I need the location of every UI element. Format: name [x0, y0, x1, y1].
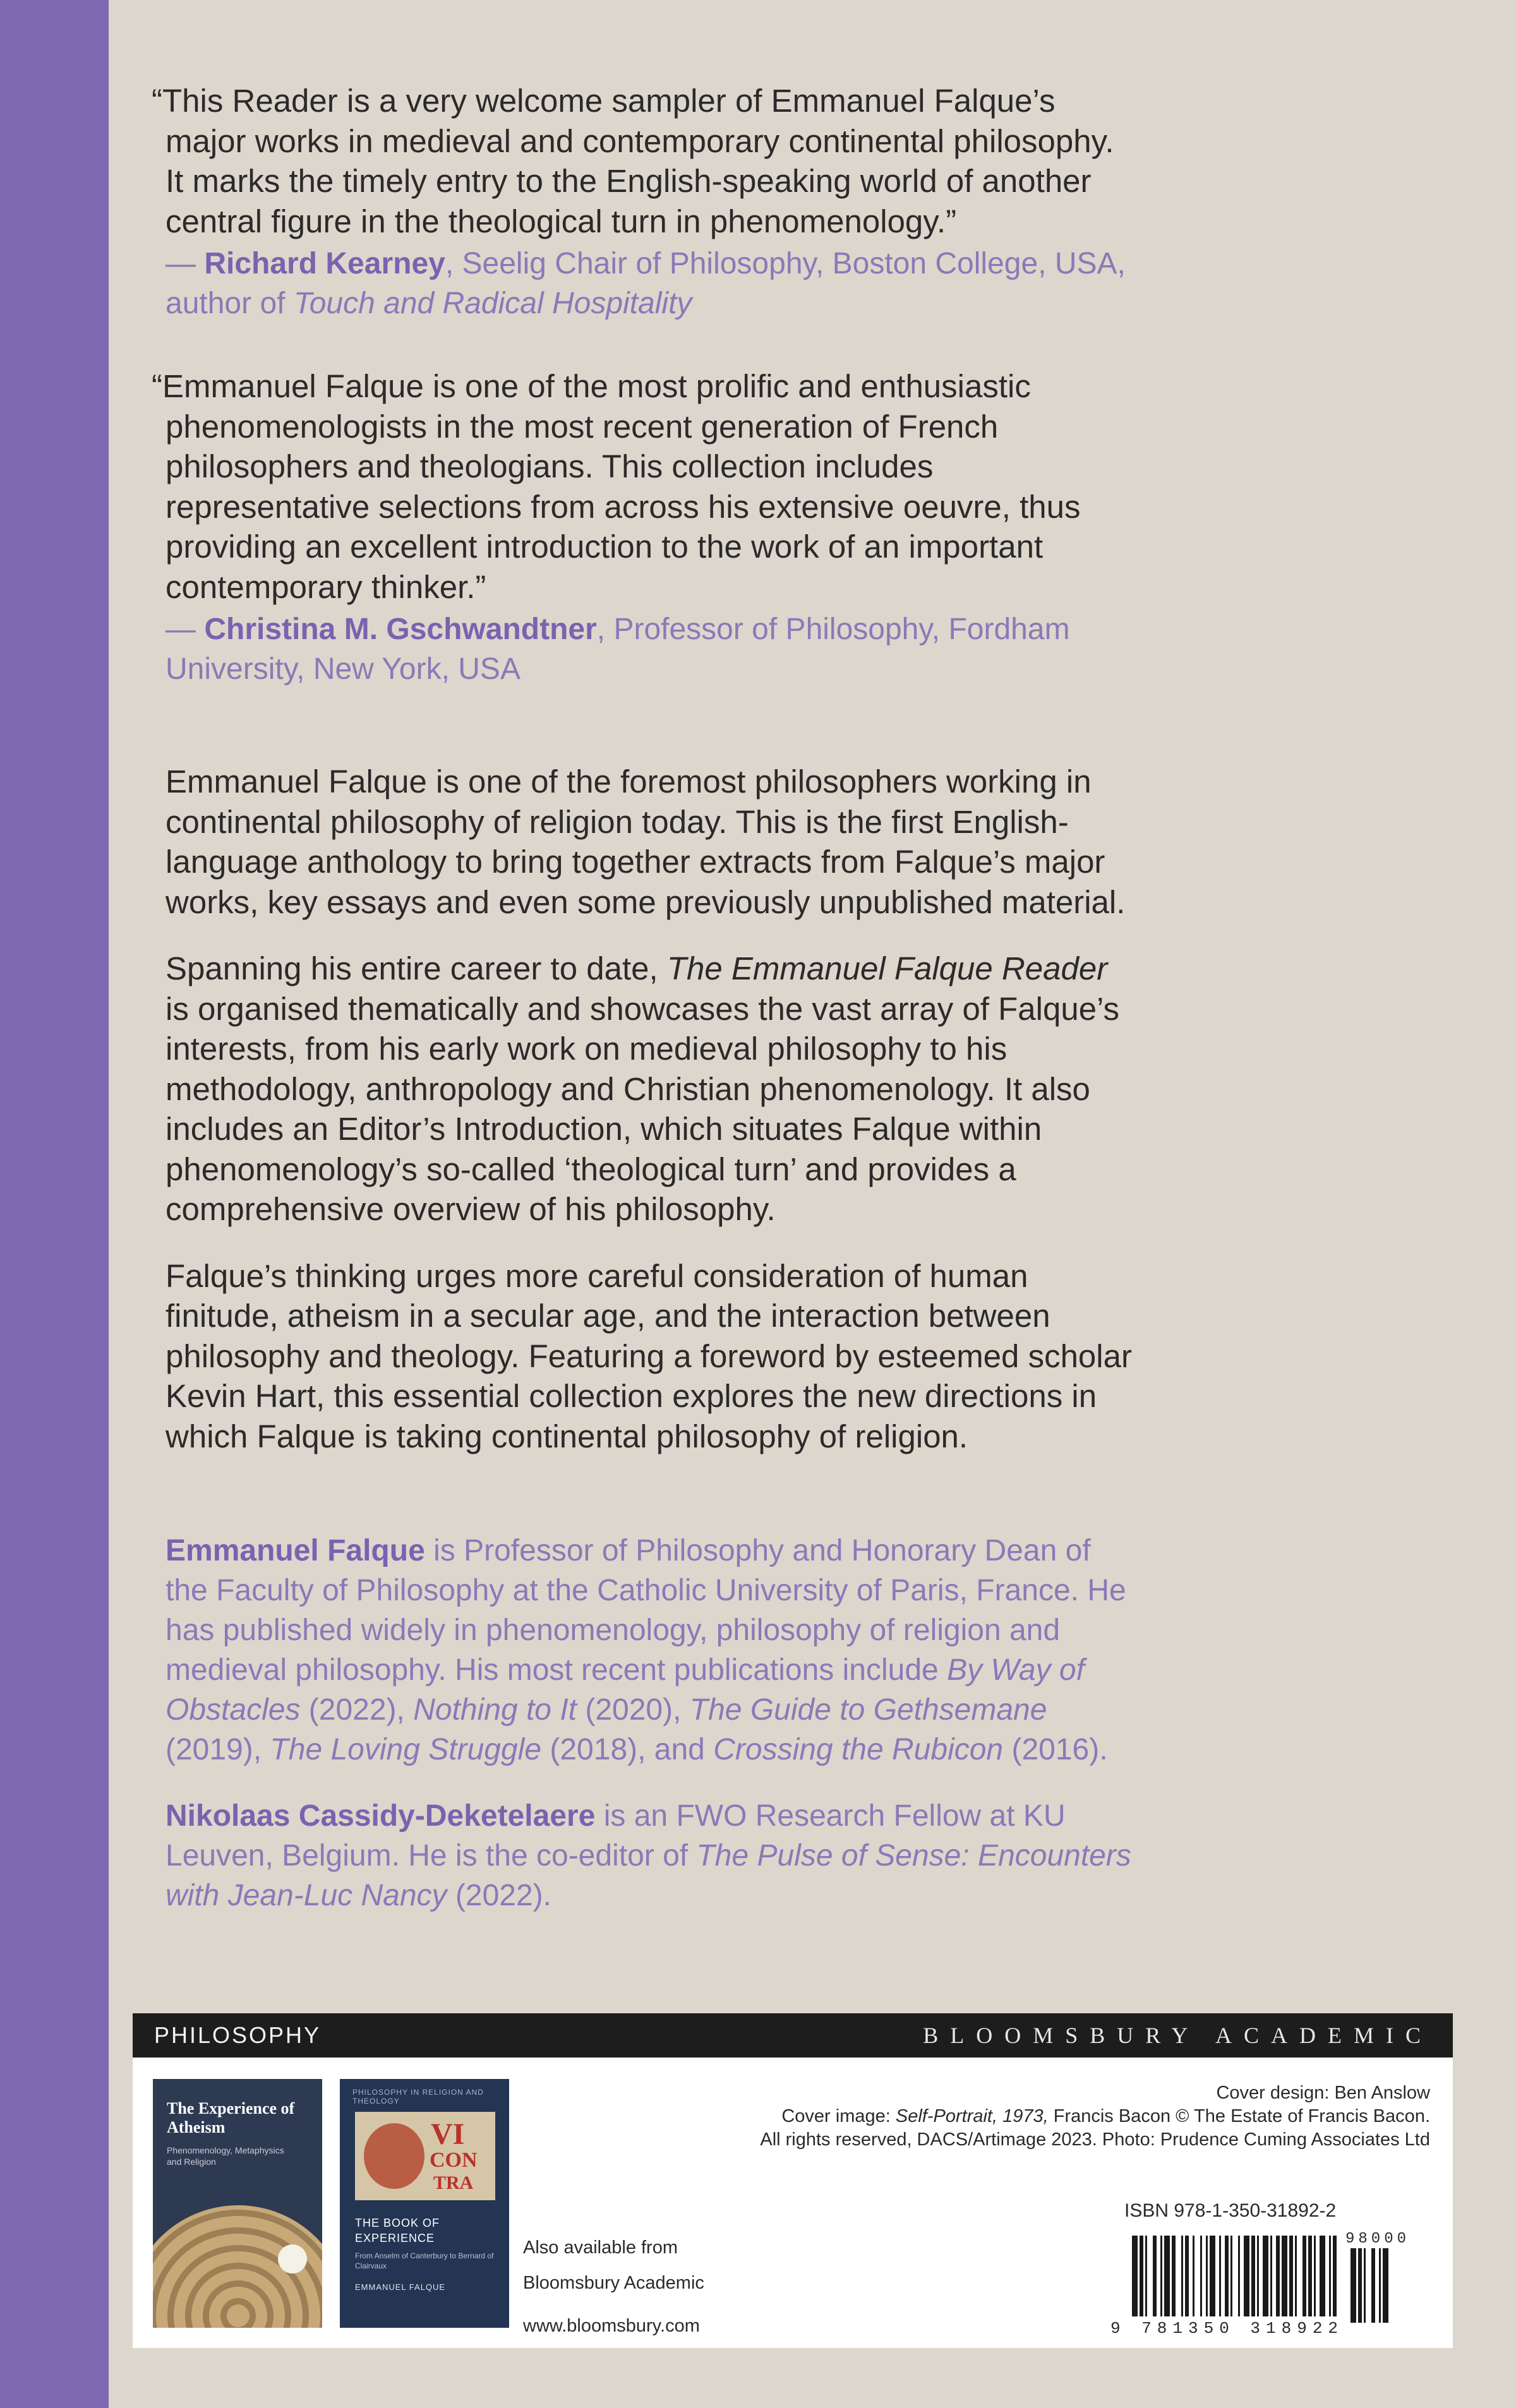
back-cover-footer — [133, 2058, 1453, 2348]
isbn-number: ISBN 978-1-350-31892-2 — [1124, 2200, 1337, 2221]
book-description — [152, 762, 1137, 1483]
barcode-digits: 9 781350 318922 — [1110, 2319, 1344, 2338]
subject-category: PHILOSOPHY — [154, 2022, 322, 2048]
endorsement-attribution: — Christina M. Gschwandtner, Professor of Philosophy, Fordham University, New York, USA — [165, 613, 1070, 686]
related-book-subtitle: Phenomenology, Metaphysics and Religion — [167, 2145, 284, 2167]
description-paragraph-1: Emmanuel Falque is one of the foremost philosophers working in continental philosophy of religion today. This is the first English-language anthology to bring together extracts from Falque’s major works, key essays and even some previously unpublished material. — [165, 764, 1126, 920]
editor-name: Nikolaas Cassidy-Deketelaere — [165, 1799, 596, 1833]
barcode-addon-digits: 98000 — [1345, 2231, 1411, 2248]
oculus-light — [278, 2244, 307, 2273]
spine-stripe — [0, 0, 109, 2408]
editor-bio: Nikolaas Cassidy-Deketelaere is an FWO Research Fellow at KU Leuven, Belgium. He is the co-editor of The Pulse of Sense: Encounters with Jean-Luc Nancy (2022). — [165, 1799, 1131, 1912]
author-name: Emmanuel Falque — [165, 1534, 425, 1567]
endorsement-2 — [152, 366, 1137, 689]
category-bar — [133, 2013, 1453, 2058]
related-book-title: THE BOOK OF EXPERIENCE — [355, 2217, 440, 2244]
manuscript-illustration: VI CON TRA — [355, 2112, 495, 2200]
endorser-work: Touch and Radical Hospitality — [293, 287, 692, 320]
endorsement-text: “Emmanuel Falque is one of the most prolific and enthusiastic phenomenologists in the most recent generation of French philosophers and theologians. This collection includes representative selections from across his extensive oeuvre, thus providing an excellent introduction to the work of an important contemporary thinker.” — [152, 368, 1081, 605]
series-name: PHILOSOPHY IN RELIGION AND THEOLOGY — [352, 2088, 484, 2106]
description-paragraph-3: Falque’s thinking urges more careful consideration of human finitude, atheism in a secular age, and the interaction between philosophy and theology. Featuring a foreword by esteemed scholar Kevin Hart, this essential collection explores the new directions in which Falque is taking continental philosophy of religion. — [165, 1257, 1132, 1454]
related-book-subtitle: From Anselm of Canterbury to Bernard of Clairvaux — [355, 2251, 494, 2270]
related-book-title: The Experience of Atheism — [167, 2099, 295, 2136]
author-bio: Emmanuel Falque is Professor of Philosophy and Honorary Dean of the Faculty of Philosophy at the Catholic University of Paris, France. He has published widely in phenomenology, philosophy of religion and medieval philosophy. His most recent publications include By Way of Obstacles (2022), Nothing to It (2020), The Guide to Gethsemane (2019), The Loving Struggle (2018), and Crossing the Rubicon (2016). — [165, 1534, 1126, 1766]
endorsement-1 — [152, 81, 1137, 323]
related-book-cover-2[interactable] — [340, 2079, 509, 2328]
related-book-cover-1[interactable] — [153, 2079, 322, 2328]
endorser-name: Christina M. Gschwandtner — [204, 613, 597, 646]
book-title: The Emmanuel Falque Reader — [666, 950, 1108, 986]
publisher-logo: BLOOMSBURY ACADEMIC — [923, 2023, 1433, 2048]
endorsement-text: “This Reader is a very welcome sampler of Emmanuel Falque’s major works in medieval and contemporary continental philosophy. It marks the timely entry to the English-speaking world of another central figure in the theological turn in phenomenology.” — [152, 83, 1114, 239]
endorsement-attribution: — Richard Kearney, Seelig Chair of Philosophy, Boston College, USA, author of Touch and Radical Hospitality — [165, 247, 1126, 320]
also-available: Also available from Bloomsbury Academic www.bloomsbury.com — [523, 2228, 704, 2345]
endorser-name: Richard Kearney — [204, 247, 445, 280]
barcode — [1132, 2236, 1433, 2323]
description-paragraph-2: Spanning his entire career to date, The Emmanuel Falque Reader is organised thematically and showcases the vast array of Falque’s interests, from his early work on medieval philosophy to his methodology, anthropology and Christian phenomenology. It also includes an Editor’s Introduction, which situates Falque within phenomenology’s so-called ‘theological turn’ and provides a comprehensive overview of his philosophy. — [165, 950, 1120, 1227]
publisher-website-link[interactable]: www.bloomsbury.com — [523, 2316, 700, 2336]
illumination-figure — [364, 2123, 424, 2189]
cover-credits: Cover design: Ben Anslow Cover image: Self-Portrait, 1973, Francis Bacon © The Estate of Francis Bacon. All rights reserved, DACS/Artimage 2023. Photo: Prudence Cuming Associates Ltd — [760, 2083, 1430, 2150]
contributor-bios — [152, 1531, 1137, 1942]
related-book-author: EMMANUEL FALQUE — [355, 2282, 446, 2292]
